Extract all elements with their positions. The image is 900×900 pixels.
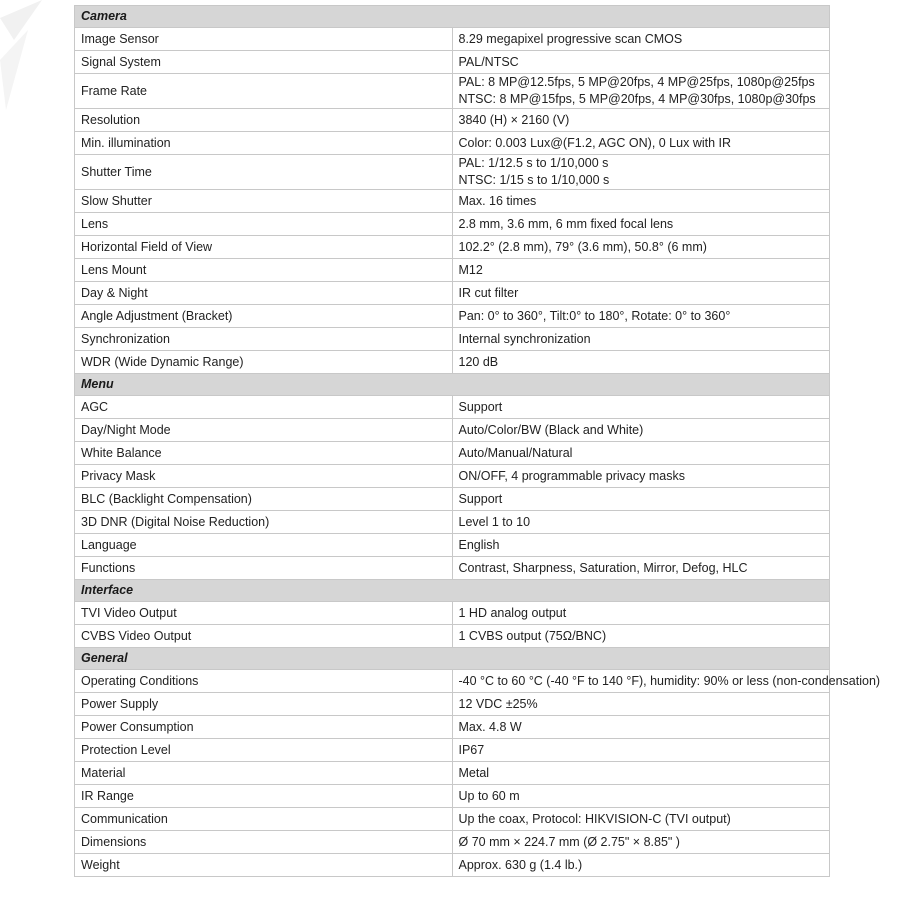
spec-value-line: 120 dB bbox=[458, 354, 499, 369]
spec-row bbox=[75, 670, 830, 693]
spec-label: Signal System bbox=[75, 51, 453, 74]
spec-label: Horizontal Field of View bbox=[75, 236, 453, 259]
spec-value bbox=[452, 442, 830, 465]
spec-row bbox=[75, 465, 830, 488]
spec-label: Material bbox=[75, 762, 453, 785]
section-header-interface bbox=[75, 580, 830, 602]
spec-row bbox=[75, 442, 830, 465]
spec-row bbox=[75, 132, 830, 155]
spec-value bbox=[452, 465, 830, 488]
spec-label: Communication bbox=[75, 808, 453, 831]
spec-value-line: Max. 16 times bbox=[458, 193, 537, 208]
spec-value bbox=[452, 74, 830, 109]
spec-value-line: 1 CVBS output (75Ω/BNC) bbox=[458, 628, 607, 643]
section-title: General bbox=[75, 648, 830, 670]
spec-value-line: Level 1 to 10 bbox=[458, 514, 531, 529]
section-title: Camera bbox=[75, 6, 830, 28]
section-header-general bbox=[75, 648, 830, 670]
spec-row bbox=[75, 557, 830, 580]
spec-row bbox=[75, 74, 830, 109]
spec-value bbox=[452, 190, 830, 213]
spec-label: Weight bbox=[75, 854, 453, 877]
spec-label: Protection Level bbox=[75, 739, 453, 762]
spec-label: Min. illumination bbox=[75, 132, 453, 155]
spec-value-line: 12 VDC ±25% bbox=[458, 696, 538, 711]
spec-value bbox=[452, 28, 830, 51]
spec-value bbox=[452, 282, 830, 305]
spec-row bbox=[75, 305, 830, 328]
spec-label: Functions bbox=[75, 557, 453, 580]
spec-row bbox=[75, 488, 830, 511]
spec-value-line: 8.29 megapixel progressive scan CMOS bbox=[458, 31, 683, 46]
spec-label: CVBS Video Output bbox=[75, 625, 453, 648]
spec-value-line: Ø 70 mm × 224.7 mm (Ø 2.75" × 8.85" ) bbox=[458, 834, 680, 849]
spec-value bbox=[452, 51, 830, 74]
spec-value bbox=[452, 625, 830, 648]
spec-value-line: -40 °C to 60 °C (-40 °F to 140 °F), humidity: 90% or less (non-condensation) bbox=[458, 673, 881, 688]
spec-value-line: 102.2° (2.8 mm), 79° (3.6 mm), 50.8° (6 mm) bbox=[458, 239, 707, 254]
spec-label: Day & Night bbox=[75, 282, 453, 305]
spec-label: Privacy Mask bbox=[75, 465, 453, 488]
spec-row bbox=[75, 693, 830, 716]
spec-value-line: PAL: 1/12.5 s to 1/10,000 s bbox=[458, 156, 609, 170]
spec-value-line: 3840 (H) × 2160 (V) bbox=[458, 112, 570, 127]
spec-value-line: Up the coax, Protocol: HIKVISION-C (TVI output) bbox=[458, 811, 731, 826]
spec-label: Lens Mount bbox=[75, 259, 453, 282]
spec-label: Power Supply bbox=[75, 693, 453, 716]
spec-label: Language bbox=[75, 534, 453, 557]
spec-value bbox=[452, 488, 830, 511]
spec-row bbox=[75, 259, 830, 282]
spec-value bbox=[452, 534, 830, 557]
spec-value bbox=[452, 854, 830, 877]
spec-row bbox=[75, 602, 830, 625]
spec-value bbox=[452, 739, 830, 762]
section-header-menu bbox=[75, 374, 830, 396]
spec-row bbox=[75, 28, 830, 51]
spec-row bbox=[75, 328, 830, 351]
spec-label: AGC bbox=[75, 396, 453, 419]
spec-value-line: Auto/Manual/Natural bbox=[458, 445, 573, 460]
specification-table-body bbox=[75, 6, 881, 877]
spec-row bbox=[75, 511, 830, 534]
spec-row bbox=[75, 351, 830, 374]
spec-value-line: 2.8 mm, 3.6 mm, 6 mm fixed focal lens bbox=[458, 216, 674, 231]
specification-table bbox=[74, 5, 881, 877]
spec-row bbox=[75, 190, 830, 213]
spec-value bbox=[452, 693, 830, 716]
spec-value-line: Approx. 630 g (1.4 lb.) bbox=[458, 857, 583, 872]
spec-value-line: Contrast, Sharpness, Saturation, Mirror, Defog, HLC bbox=[458, 560, 748, 575]
spec-value-line: NTSC: 8 MP@15fps, 5 MP@20fps, 4 MP@30fps, 1080p@30fps bbox=[458, 92, 816, 106]
spec-label: Slow Shutter bbox=[75, 190, 453, 213]
spec-label: Image Sensor bbox=[75, 28, 453, 51]
section-title: Menu bbox=[75, 374, 830, 396]
spec-row bbox=[75, 739, 830, 762]
section-header-camera bbox=[75, 6, 830, 28]
spec-value-line: 1 HD analog output bbox=[458, 605, 567, 620]
spec-label: Resolution bbox=[75, 109, 453, 132]
spec-value-line: IR cut filter bbox=[458, 285, 519, 300]
spec-label: BLC (Backlight Compensation) bbox=[75, 488, 453, 511]
watermark-logo-shape bbox=[0, 0, 60, 120]
spec-value-line: Support bbox=[458, 399, 503, 414]
spec-value-line: NTSC: 1/15 s to 1/10,000 s bbox=[458, 173, 610, 187]
spec-value bbox=[452, 419, 830, 442]
spec-value bbox=[452, 396, 830, 419]
spec-value-line: Up to 60 m bbox=[458, 788, 520, 803]
spec-value bbox=[452, 305, 830, 328]
spec-row bbox=[75, 419, 830, 442]
spec-label: Day/Night Mode bbox=[75, 419, 453, 442]
spec-row bbox=[75, 762, 830, 785]
spec-label: White Balance bbox=[75, 442, 453, 465]
spec-label: Synchronization bbox=[75, 328, 453, 351]
spec-value-line: IP67 bbox=[458, 742, 485, 757]
spec-row bbox=[75, 282, 830, 305]
spec-value-line: PAL/NTSC bbox=[458, 54, 519, 69]
spec-value-line: PAL: 8 MP@12.5fps, 5 MP@20fps, 4 MP@25fps, 1080p@25fps bbox=[458, 75, 815, 89]
spec-value bbox=[452, 602, 830, 625]
spec-label: Lens bbox=[75, 213, 453, 236]
spec-value-line: Pan: 0° to 360°, Tilt:0° to 180°, Rotate: 0° to 360° bbox=[458, 308, 731, 323]
spec-value-line: Auto/Color/BW (Black and White) bbox=[458, 422, 644, 437]
spec-value-line: Internal synchronization bbox=[458, 331, 591, 346]
spec-value bbox=[452, 155, 830, 190]
spec-row bbox=[75, 854, 830, 877]
spec-row bbox=[75, 396, 830, 419]
spec-label: TVI Video Output bbox=[75, 602, 453, 625]
spec-label: Dimensions bbox=[75, 831, 453, 854]
spec-row bbox=[75, 534, 830, 557]
spec-row bbox=[75, 213, 830, 236]
spec-value-line: Support bbox=[458, 491, 503, 506]
spec-row bbox=[75, 831, 830, 854]
spec-value bbox=[452, 762, 830, 785]
spec-label: Power Consumption bbox=[75, 716, 453, 739]
spec-row bbox=[75, 808, 830, 831]
spec-label: IR Range bbox=[75, 785, 453, 808]
spec-value bbox=[452, 511, 830, 534]
spec-value-line: Color: 0.003 Lux@(F1.2, AGC ON), 0 Lux with IR bbox=[458, 135, 732, 150]
spec-row bbox=[75, 109, 830, 132]
spec-value-line: Max. 4.8 W bbox=[458, 719, 522, 734]
spec-value-line: Metal bbox=[458, 765, 490, 780]
spec-row bbox=[75, 785, 830, 808]
spec-value bbox=[452, 716, 830, 739]
spec-label: Shutter Time bbox=[75, 155, 453, 190]
spec-label: Operating Conditions bbox=[75, 670, 453, 693]
spec-label: WDR (Wide Dynamic Range) bbox=[75, 351, 453, 374]
spec-row bbox=[75, 155, 830, 190]
section-title: Interface bbox=[75, 580, 830, 602]
spec-value bbox=[452, 259, 830, 282]
spec-row bbox=[75, 716, 830, 739]
spec-value bbox=[452, 236, 830, 259]
spec-value-line: M12 bbox=[458, 262, 483, 277]
spec-value bbox=[452, 557, 830, 580]
spec-value bbox=[452, 213, 830, 236]
spec-label: 3D DNR (Digital Noise Reduction) bbox=[75, 511, 453, 534]
spec-value bbox=[452, 109, 830, 132]
spec-value bbox=[452, 670, 881, 693]
spec-value-line: ON/OFF, 4 programmable privacy masks bbox=[458, 468, 685, 483]
spec-label: Angle Adjustment (Bracket) bbox=[75, 305, 453, 328]
spec-value bbox=[452, 808, 830, 831]
spec-value bbox=[452, 831, 830, 854]
spec-row bbox=[75, 236, 830, 259]
spec-value-line: English bbox=[458, 537, 500, 552]
spec-value bbox=[452, 785, 830, 808]
spec-row bbox=[75, 625, 830, 648]
spec-value bbox=[452, 132, 830, 155]
spec-row bbox=[75, 51, 830, 74]
spec-value bbox=[452, 351, 830, 374]
spec-value bbox=[452, 328, 830, 351]
spec-label: Frame Rate bbox=[75, 74, 453, 109]
